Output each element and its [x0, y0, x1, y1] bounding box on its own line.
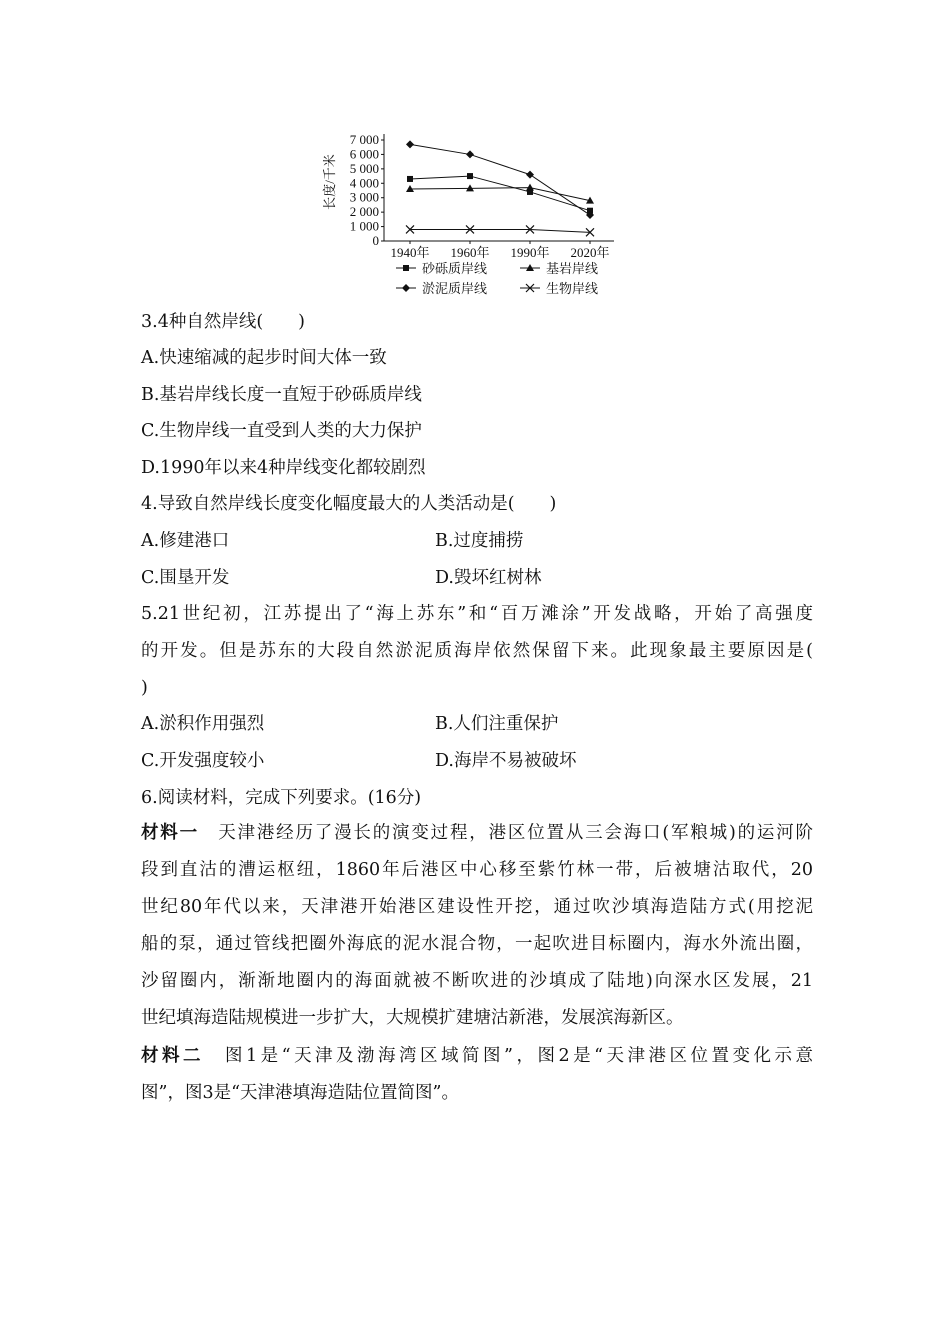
question-5-line-1: 5.21世纪初，江苏提出了“海上苏东”和“百万滩涂”开发战略，开始了高强度 — [141, 604, 813, 624]
y-tick-label: 6 000 — [349, 146, 379, 162]
material-2-line-1 — [141, 1038, 813, 1075]
question-5-option-b: B.人们注重保护 — [435, 714, 559, 734]
data-point — [467, 173, 473, 179]
x-tick-label: 2020年 — [570, 245, 610, 260]
data-point — [406, 140, 414, 148]
material-2-text-1: 图1是“天津及渤海湾区域简图”，图2是“天津港区位置变化示意 — [204, 1046, 813, 1066]
legend-item-mud — [396, 281, 487, 296]
data-point — [526, 171, 534, 179]
y-tick-label: 3 000 — [349, 189, 379, 205]
question-5-line-3: ) — [141, 678, 148, 698]
material-1-line-2: 段到直沽的漕运枢纽，1860年后港区中心移至紫竹林一带，后被塘沽取代，20 — [141, 860, 813, 880]
x-tick-label: 1990年 — [510, 245, 550, 260]
material-2-line-2: 图”，图3是“天津港填海造陆位置简图”。 — [141, 1083, 459, 1103]
material-2-label: 材料二 — [141, 1046, 204, 1066]
question-4-option-d: D.毁坏红树林 — [435, 568, 542, 588]
legend-label-bio: 生物岸线 — [546, 281, 599, 296]
y-tick-label: 2 000 — [349, 204, 379, 220]
question-3-option-c: C.生物岸线一直受到人类的大力保护 — [141, 421, 422, 441]
material-1 — [141, 815, 813, 1037]
question-5-option-d: D.海岸不易被破坏 — [435, 751, 577, 771]
question-4-stem: 4.导致自然岸线长度变化幅度最大的人类活动是( ) — [141, 494, 557, 514]
question-3-option-d: D.1990年以来4种岸线变化都较剧烈 — [141, 458, 426, 478]
legend-item-bio — [520, 281, 598, 296]
question-3-option-a: A.快速缩减的起步时间大体一致 — [141, 348, 387, 368]
question-5-option-c: C.开发强度较小 — [141, 751, 265, 771]
question-4-option-b: B.过度捕捞 — [435, 531, 524, 551]
question-5-line-2: 的开发。但是苏东的大段自然淤泥质海岸依然保留下来。此现象最主要原因是( — [141, 641, 813, 661]
data-point — [407, 176, 413, 182]
series-line — [410, 176, 590, 211]
legend — [396, 261, 598, 296]
series-cross — [406, 225, 594, 236]
series-line — [410, 229, 590, 232]
question-4-option-a: A.修建港口 — [141, 531, 230, 551]
y-axis-label: 长度/千米 — [322, 154, 337, 210]
material-1-label: 材料一 — [141, 823, 199, 843]
question-4-option-c: C.围垦开发 — [141, 568, 230, 588]
y-tick-label: 4 000 — [349, 175, 379, 191]
y-tick-label: 5 000 — [349, 160, 379, 176]
legend-label-gravel: 砂砾质岸线 — [422, 261, 488, 276]
question-3-option-b: B.基岩岸线长度一直短于砂砾质岸线 — [141, 385, 422, 405]
x-tick-label: 1960年 — [450, 245, 490, 260]
series-square — [407, 173, 593, 214]
y-tick-label: 1 000 — [349, 218, 379, 234]
material-1-line-5: 沙留圈内，渐渐地圈内的海面就被不断吹进的沙填成了陆地)向深水区发展，21 — [141, 971, 813, 991]
question-5-option-a: A.淤积作用强烈 — [141, 714, 265, 734]
legend-label-bedrock: 基岩岸线 — [546, 261, 599, 276]
material-1-line-3: 世纪80年代以来，天津港开始港区建设性开挖，通过吹沙填海造陆方式(用挖泥 — [141, 897, 813, 917]
material-2 — [141, 1038, 813, 1112]
coastline-length-chart — [318, 124, 628, 300]
material-1-line-1 — [141, 815, 813, 852]
question-5-stem — [141, 596, 813, 707]
legend-label-mud: 淤泥质岸线 — [422, 281, 488, 296]
material-1-line-6: 世纪填海造陆规模进一步扩大，大规模扩建塘沽新港，发展滨海新区。 — [141, 1008, 684, 1028]
series-line — [410, 188, 590, 201]
question-6-stem: 6.阅读材料，完成下列要求。(16分) — [141, 788, 422, 808]
series-triangle — [406, 184, 594, 204]
material-1-text-1: 天津港经历了漫长的演变过程，港区位置从三会海口(军粮城)的运河阶 — [198, 823, 813, 843]
y-tick-label: 0 — [372, 233, 379, 248]
series-diamond — [406, 140, 594, 219]
material-1-line-4: 船的泵，通过管线把圈外海底的泥水混合物，一起吹进目标圈内，海水外流出圈， — [141, 934, 813, 954]
y-tick-label: 7 000 — [349, 132, 379, 147]
question-3-stem: 3.4种自然岸线( ) — [141, 312, 305, 332]
data-point — [526, 184, 534, 191]
data-point — [466, 150, 474, 158]
x-tick-label: 1940年 — [390, 245, 430, 260]
legend-item-bedrock — [520, 261, 598, 276]
legend-item-gravel — [396, 261, 487, 276]
series-line — [410, 144, 590, 215]
